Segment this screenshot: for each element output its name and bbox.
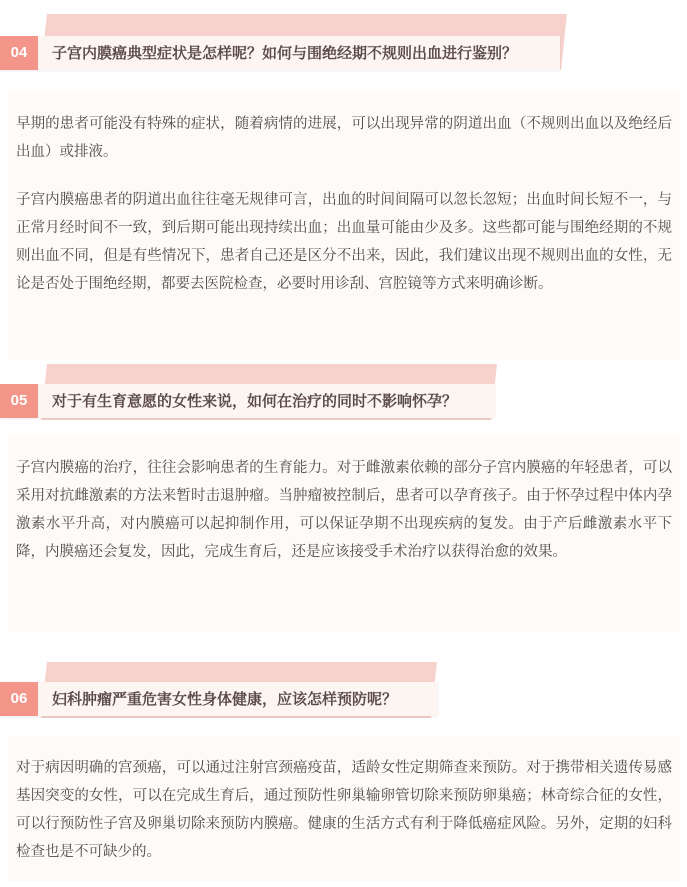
section-04-heading — [0, 18, 620, 82]
section-title: 子宫内膜癌典型症状是怎样呢？如何与围绝经期不规则出血进行鉴别？ — [52, 44, 518, 62]
section-number-badge: 05 — [0, 384, 38, 418]
section-06-body — [8, 736, 680, 882]
section-number-badge: 04 — [0, 36, 38, 70]
paragraph: 早期的患者可能没有特殊的症状，随着病情的进展，可以出现异常的阴道出血（不规则出血以及绝经后出血）或排液。 — [16, 116, 672, 160]
paragraph: 对于病因明确的宫颈癌，可以通过注射宫颈癌疫苗，适龄女性定期筛查来预防。对于携带相关遗传易感基因突变的女性，可以在完成生育后，通过预防性卵巢输卵管切除来预防卵巢癌；林奇综合征的女性，可以行预防性子宫及卵巢切除来预防内膜癌。健康的生活方式有利于降低癌症风险。另外，定期的妇科检查也是不可缺少的。 — [16, 760, 672, 860]
paragraph: 子宫内膜癌的治疗，往往会影响患者的生育能力。对于雌激素依赖的部分子宫内膜癌的年轻患者，可以采用对抗雌激素的方法来暂时击退肿瘤。当肿瘤被控制后，患者可以孕育孩子。由于怀孕过程中体内孕激素水平升高，对内膜癌可以起抑制作用，可以保证孕期不出现疾病的复发。由于产后雌激素水平下降，内膜癌还会复发，因此，完成生育后，还是应该接受手术治疗以获得治愈的效果。 — [16, 460, 672, 560]
section-06-heading — [0, 664, 620, 728]
section-number-badge: 06 — [0, 682, 38, 716]
section-title: 对于有生育意愿的女性来说，如何在治疗的同时不影响怀孕？ — [52, 392, 458, 410]
section-05-body — [8, 436, 680, 632]
section-title: 妇科肿瘤严重危害女性身体健康，应该怎样预防呢？ — [52, 690, 398, 708]
section-05-heading — [0, 366, 620, 430]
paragraph: 子宫内膜癌患者的阴道出血往往毫无规律可言，出血的时间间隔可以忽长忽短；出血时间长短不一，与正常月经时间不一致，到后期可能出现持续出血；出血量可能由少及多。这些都可能与围绝经期的不规则出血不同，但是有些情况下，患者自己还是区分不出来，因此，我们建议出现不规则出血的女性，无论是否处于围绝经期，都要去医院检查，必要时用诊刮、宫腔镜等方式来明确诊断。 — [16, 192, 672, 292]
section-04-body — [8, 92, 680, 360]
